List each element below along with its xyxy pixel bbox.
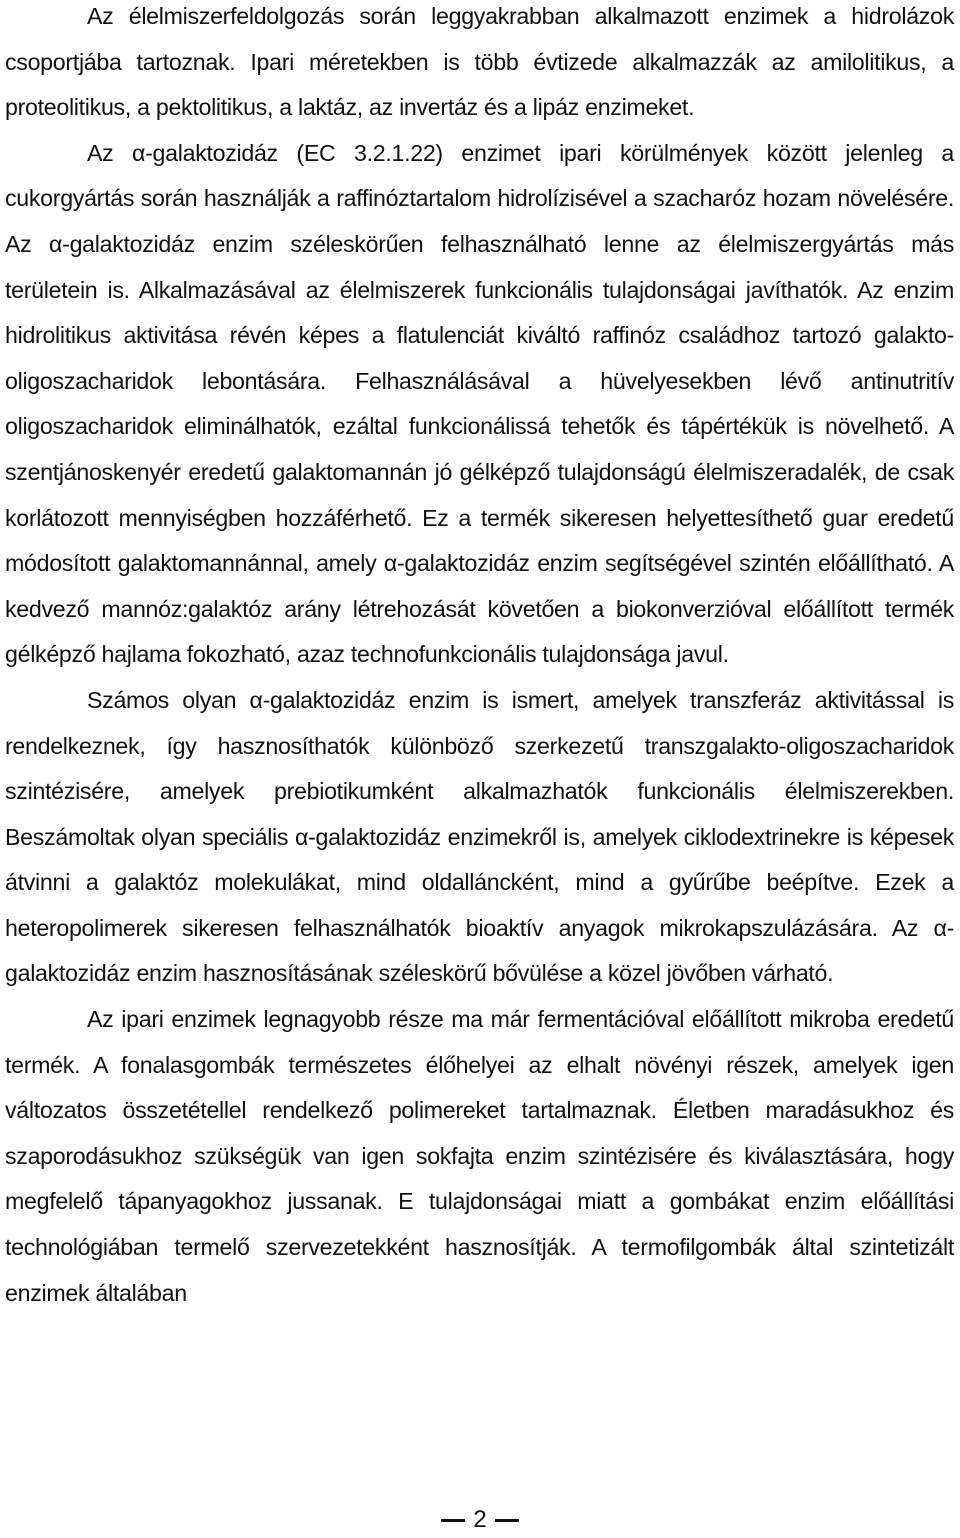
page-number: 2 — [473, 1506, 487, 1533]
page-footer — [0, 1503, 960, 1537]
dash-left-icon — [441, 1519, 465, 1522]
paragraph-2: Az α-galaktozidáz (EC 3.2.1.22) enzimet ipari körülmények között jelenleg a cukorgyártás során használják a raffinóztartalom hidrolízisével a szacharóz hozam növelésére. Az α-galaktozidáz enzim széleskörűen felhasználható lenne az élelmiszergyártás más területein is. Alkalmazásával az élelmiszerek funkcionális tulajdonságai javíthatók. Az enzim hidrolitikus aktivitása révén képes a flatulenciát kiváltó raffinóz családhoz tartozó galakto-oligoszacharidok lebontására. Felhasználásával a hüvelyesekben lévő antinutritív oligoszacharidok eliminálhatók, ezáltal funkcionálissá tehetők és tápértékük is növelhető. A szentjánoskenyér eredetű galaktomannán jó gélképző tulajdonságú élelmiszeradalék, de csak korlátozott mennyiségben hozzáférhető. Ez a termék sikeresen helyettesíthető guar eredetű módosított galaktomannánnal, amely α-galaktozidáz enzim segítségével szintén előállítható. A kedvező mannóz:galaktóz arány létrehozását követően a biokonverzióval előállított termék gélképző hajlama fokozható, azaz technofunkcionális tulajdonsága javul. — [5, 139, 954, 668]
body-text — [5, 0, 954, 1316]
paragraph-1: Az élelmiszerfeldolgozás során leggyakrabban alkalmazott enzimek a hidrolázok csoportjába tartoznak. Ipari méretekben is több évtizede alkalmazzák az amilolitikus, a proteolitikus, a pektolitikus, a laktáz, az invertáz és a lipáz enzimeket. — [5, 3, 954, 121]
dash-right-icon — [495, 1519, 519, 1522]
paragraph-4: Az ipari enzimek legnagyobb része ma már fermentációval előállított mikroba eredetű termék. A fonalasgombák természetes élőhelyei az elhalt növényi részek, amelyek igen változatos összetétellel rendelkező polimereket tartalmaznak. Életben maradásukhoz és szaporodásukhoz szükségük van igen sokfajta enzim szintézisére és kiválasztására, hogy megfelelő tápanyagokhoz jussanak. E tulajdonságai miatt a gombákat enzim előállítási technológiában termelő szervezetekként hasznosítják. A termofilgombák által szintetizált enzimek általában — [5, 1006, 954, 1306]
paragraph-3: Számos olyan α-galaktozidáz enzim is ismert, amelyek transzferáz aktivitással is rendelkeznek, így hasznosíthatók különböző szerkezetű transzgalakto-oligoszacharidok szintézisére, amelyek prebiotikumként alkalmazhatók funkcionális élelmiszerekben. Beszámoltak olyan speciális α-galaktozidáz enzimekről is, amelyek ciklodextrinekre is képesek átvinni a galaktóz molekulákat, mind oldalláncként, mind a gyűrűbe beépítve. Ezek a heteropolimerek sikeresen felhasználhatók bioaktív anyagok mikrokapszulázására. Az α-galaktozidáz enzim hasznosításának széleskörű bővülése a közel jövőben várható. — [5, 686, 954, 987]
